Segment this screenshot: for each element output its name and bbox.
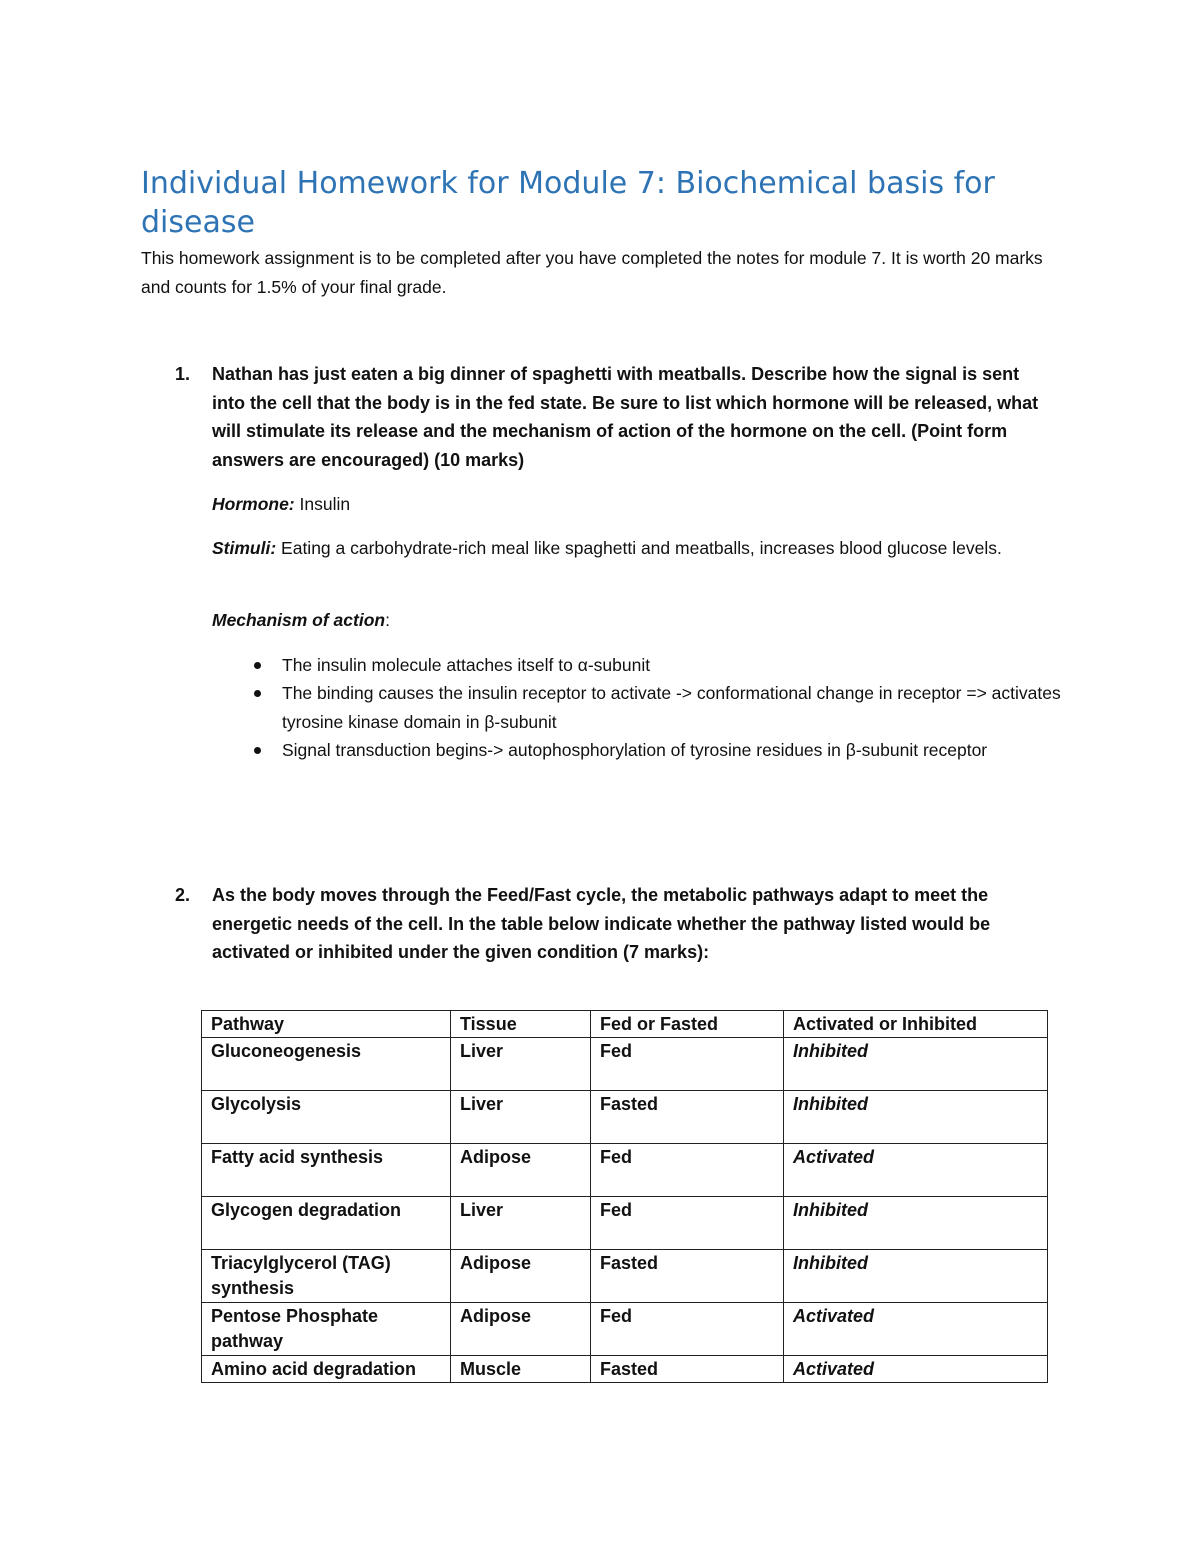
list-item [212,651,1062,679]
bullet-text: Signal transduction begins-> autophosphorylation of tyrosine residues in β-subunit receptor [282,739,988,760]
pathway-cell: Amino acid degradation [202,1356,451,1383]
result-cell: Inhibited [784,1038,1048,1091]
tissue-cell: Liver [451,1197,591,1250]
table-row [202,1356,1048,1383]
tissue-cell: Adipose [451,1250,591,1303]
hormone-answer [212,490,1062,518]
mechanism-label: Mechanism of action [212,610,386,630]
bullet-icon [254,690,261,697]
tissue-cell: Liver [451,1038,591,1091]
hormone-label: Hormone: [212,494,295,514]
result-cell: Activated [784,1356,1048,1383]
state-cell: Fed [591,1303,784,1356]
tissue-cell: Adipose [451,1303,591,1356]
state-cell: Fed [591,1197,784,1250]
bullet-text: The insulin molecule attaches itself to α-subunit [282,655,651,675]
list-item [212,736,1062,764]
table-row [202,1038,1048,1091]
result-cell: Inhibited [784,1091,1048,1144]
column-header: Activated or Inhibited [784,1011,1048,1038]
intro-paragraph: This homework assignment is to be completed after you have completed the notes for module 7. It is worth 20 marks and counts for 1.5% of your final grade. [141,248,1043,297]
pathway-cell: Glycogen degradation [202,1197,451,1250]
pathway-cell: Pentose Phosphate pathway [202,1303,451,1356]
table-row [202,1197,1048,1250]
result-cell: Inhibited [784,1197,1048,1250]
state-cell: Fasted [591,1356,784,1383]
result-cell: Activated [784,1144,1048,1197]
tissue-cell: Muscle [451,1356,591,1383]
bullet-icon [254,662,261,669]
result-cell: Activated [784,1303,1048,1356]
column-header: Pathway [202,1011,451,1038]
column-header: Fed or Fasted [591,1011,784,1038]
list-item [212,679,1062,736]
table-row [202,1303,1048,1356]
pathway-cell: Gluconeogenesis [202,1038,451,1091]
table-row [202,1144,1048,1197]
question-1-text: Nathan has just eaten a big dinner of spaghetti with meatballs. Describe how the signal is sent into the cell that the body is in the fed state. Be sure to list which hormone will be released, what will stimulate its release and the mechanism of action of the hormone on the cell. (Point form answers are encouraged) (10 marks) [212,364,1039,470]
column-header: Tissue [451,1011,591,1038]
mechanism-heading [212,606,1062,634]
state-cell: Fed [591,1038,784,1091]
stimuli-value: Eating a carbohydrate-rich meal like spaghetti and meatballs, increases blood glucose levels. [276,538,1002,558]
question-1-number: 1. [175,364,191,384]
document-title: Individual Homework for Module 7: Biochemical basis for disease [141,166,995,240]
hormone-value: Insulin [294,494,351,514]
table-row [202,1250,1048,1303]
tissue-cell: Adipose [451,1144,591,1197]
pathway-cell: Glycolysis [202,1091,451,1144]
mechanism-list [212,651,1062,764]
bullet-text: The binding causes the insulin receptor to activate -> conformational change in receptor => activates tyrosine kinase domain in β-subunit [282,683,1061,732]
pathway-table [201,1010,1048,1383]
bullet-icon [254,747,261,754]
question-2-text: As the body moves through the Feed/Fast cycle, the metabolic pathways adapt to meet the energetic needs of the cell. In the table below indicate whether the pathway listed would be activated or inhibited under the given condition (7 marks): [212,885,991,962]
question-1 [175,360,1055,474]
table-header-row [202,1011,1048,1038]
result-cell: Inhibited [784,1250,1048,1303]
mechanism-colon: : [385,610,390,630]
stimuli-answer [212,534,1062,562]
state-cell: Fasted [591,1250,784,1303]
table-row [202,1091,1048,1144]
question-2 [175,881,1055,967]
question-2-number: 2. [175,885,191,905]
state-cell: Fasted [591,1091,784,1144]
pathway-cell: Fatty acid synthesis [202,1144,451,1197]
pathway-cell: Triacylglycerol (TAG) synthesis [202,1250,451,1303]
state-cell: Fed [591,1144,784,1197]
tissue-cell: Liver [451,1091,591,1144]
stimuli-label: Stimuli: [212,538,277,558]
